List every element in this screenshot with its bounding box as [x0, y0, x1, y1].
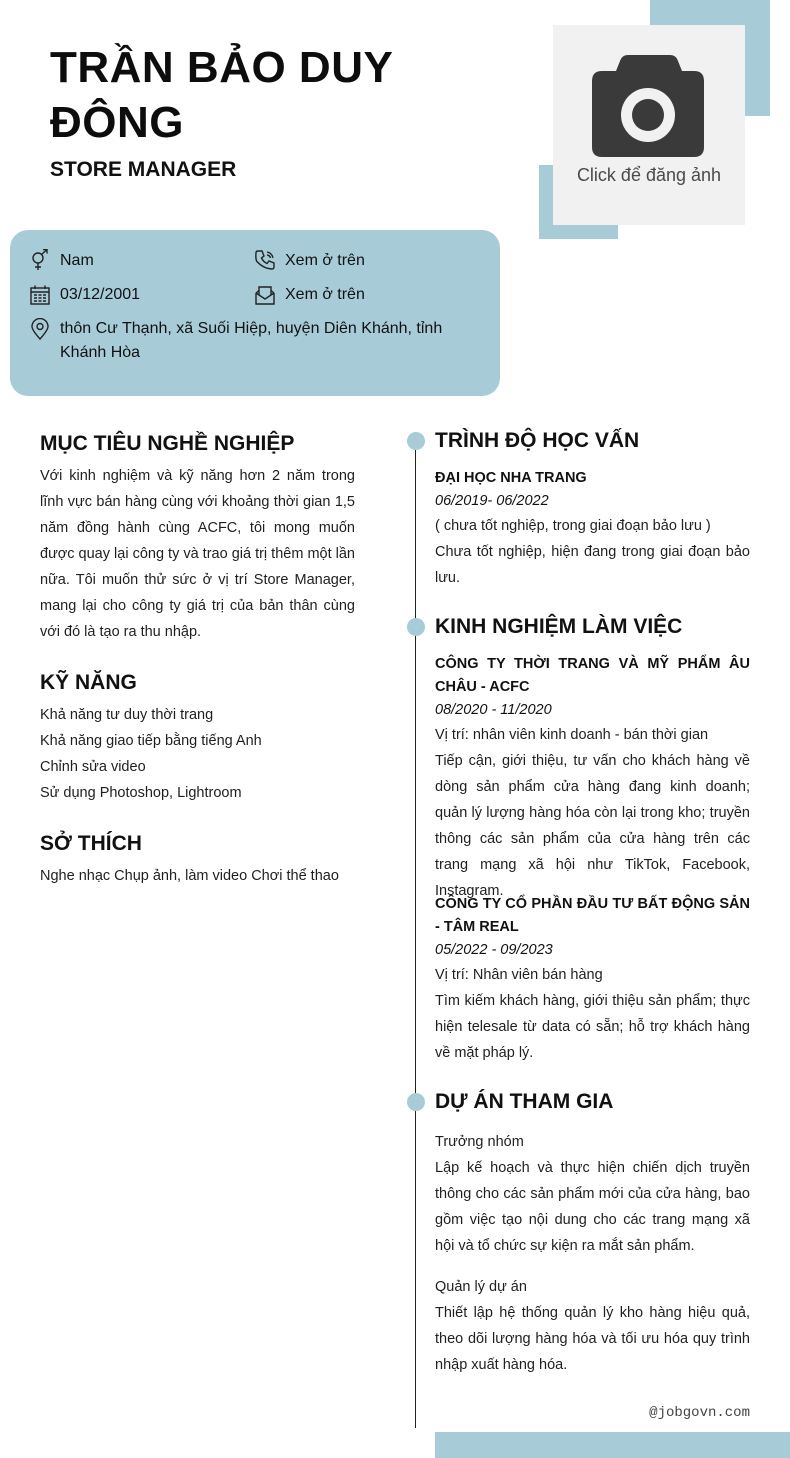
watermark-text: @jobgovn.com: [649, 1405, 750, 1421]
gender-value: Nam: [60, 252, 94, 269]
gender-icon: [29, 249, 51, 271]
candidate-role: STORE MANAGER: [50, 158, 237, 181]
education-date: 06/2019- 06/2022: [435, 493, 549, 509]
photo-upload-button[interactable]: [553, 25, 745, 225]
phone-icon: [254, 249, 276, 271]
school-name: ĐẠI HỌC NHA TRANG: [435, 470, 587, 486]
education-note: ( chưa tốt nghiệp, trong giai đoạn bảo lưu ): [435, 518, 711, 534]
experience-title: KINH NGHIỆM LÀM VIỆC: [435, 615, 683, 638]
footer-decor-bar: [435, 1432, 790, 1458]
skill-item: Chỉnh sửa video: [40, 759, 146, 775]
experience-date: 08/2020 - 11/2020: [435, 702, 552, 718]
skill-item: Sử dụng Photoshop, Lightroom: [40, 785, 242, 801]
timeline-dot: [407, 1093, 425, 1111]
project-entry: [435, 1274, 750, 1378]
education-title: TRÌNH ĐỘ HỌC VẤN: [435, 429, 640, 452]
experience-desc: Tìm kiếm khách hàng, giới thiệu sản phẩm; thực hiện telesale từ data có sẵn; hỗ trợ khách hàng về mặt pháp lý.: [435, 993, 750, 1061]
address-value: thôn Cư Thạnh, xã Suối Hiệp, huyện Diên Khánh, tỉnh Khánh Hòa: [60, 320, 443, 361]
objective-text: Với kinh nghiệm và kỹ năng hơn 2 năm trong lĩnh vực bán hàng cùng với khoảng thời gian 1,5 năm đồng hành cùng ACFC, tôi mong muốn được quay lại công ty và trao giá trị thêm một lần nữa. Tôi muốn thử sức ở vị trí Store Manager, mang lại cho công ty giá trị của bản thân cùng với đó là tạo ra thu nhập.: [40, 468, 355, 640]
location-pin-icon: [29, 318, 51, 340]
skills-list: [40, 702, 355, 806]
timeline-dot: [407, 432, 425, 450]
skill-item: Khả năng giao tiếp bằng tiếng Anh: [40, 733, 262, 749]
experience-position: Vị trí: Nhân viên bán hàng: [435, 967, 603, 983]
timeline-dot: [407, 618, 425, 636]
company-name: CÔNG TY THỜI TRANG VÀ MỸ PHẨM ÂU CHÂU - ACFC: [435, 656, 750, 695]
phone-value: Xem ở trên: [285, 252, 365, 269]
contact-info-panel: [10, 230, 500, 396]
objective-title: MỤC TIÊU NGHỀ NGHIỆP: [40, 432, 295, 455]
project-role: Quản lý dự án: [435, 1279, 527, 1295]
hobbies-title: SỞ THÍCH: [40, 832, 142, 855]
company-name: CÔNG TY CỔ PHẦN ĐẦU TƯ BẤT ĐỘNG SẢN - TÂM REAL: [435, 896, 750, 935]
education-desc: Chưa tốt nghiệp, hiện đang trong giai đoạn bảo lưu.: [435, 544, 750, 586]
photo-upload-label: Click để đăng ảnh: [576, 165, 722, 185]
experience-entry: [435, 653, 750, 904]
project-entry: [435, 1129, 750, 1259]
calendar-icon: [29, 284, 51, 306]
experience-date: 05/2022 - 09/2023: [435, 942, 553, 958]
project-desc: Lập kế hoạch và thực hiện chiến dịch truyền thông cho các sản phẩm mới của cửa hàng, bao gồm việc tạo nội dung cho các trang mạng xã hội và tổ chức sự kiện ra mắt sản phẩm.: [435, 1160, 750, 1254]
hobbies-text: Nghe nhạc Chụp ảnh, làm video Chơi thể thao: [40, 868, 339, 884]
skill-item: Khả năng tư duy thời trang: [40, 707, 214, 723]
skills-title: KỸ NĂNG: [40, 671, 137, 694]
timeline-line: [415, 432, 416, 1428]
camera-icon: [590, 55, 708, 159]
experience-position: Vị trí: nhân viên kinh doanh - bán thời gian: [435, 727, 709, 743]
candidate-name: TRẦN BẢO DUY ĐÔNG: [50, 43, 393, 147]
birthdate-value: 03/12/2001: [60, 286, 141, 303]
email-icon: [254, 284, 276, 306]
email-value: Xem ở trên: [285, 286, 365, 303]
education-entry: [435, 467, 750, 591]
experience-desc: Tiếp cận, giới thiệu, tư vấn cho khách hàng về dòng sản phẩm cửa hàng đang kinh doanh; quản lý lượng hàng hóa còn lại trong kho; truyền thông các sản phẩm của cửa hàng trên các trang mạng xã hội như TikTok, Facebook, Instagram.: [435, 753, 750, 899]
projects-title: DỰ ÁN THAM GIA: [435, 1090, 614, 1113]
experience-entry: [435, 893, 750, 1066]
project-desc: Thiết lập hệ thống quản lý kho hàng hiệu quả, theo dõi lượng hàng hóa và tối ưu hóa quy trình nhập xuất hàng hóa.: [435, 1305, 750, 1373]
project-role: Trưởng nhóm: [435, 1134, 524, 1150]
